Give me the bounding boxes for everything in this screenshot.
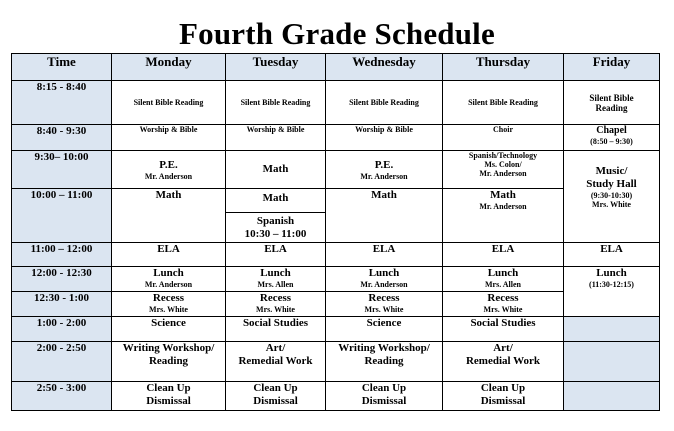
table-row xyxy=(12,292,660,317)
schedule-cell xyxy=(443,342,564,382)
subject-label: Reading xyxy=(595,102,628,113)
subject-label: Dismissal xyxy=(480,395,526,407)
teacher-label: Mrs. White xyxy=(149,305,188,314)
teacher-label: Mrs. White xyxy=(364,305,404,314)
time-cell xyxy=(12,342,112,382)
header-thursday: Thursday xyxy=(443,54,564,81)
time-label: 8:15 - 8:40 xyxy=(36,81,87,93)
subject-label: ELA xyxy=(600,243,623,255)
time-note: (9:30-10:30) xyxy=(590,191,633,200)
subject-label: Social Studies xyxy=(242,317,309,329)
teacher-label: Mr. Anderson xyxy=(479,202,527,211)
subject-label: Lunch xyxy=(260,267,291,279)
schedule-cell xyxy=(112,81,226,125)
schedule-cell xyxy=(443,292,564,317)
subject-label: Dismissal xyxy=(253,395,298,407)
subject-label: Spanish xyxy=(256,215,295,227)
header-row xyxy=(12,54,660,81)
time-label: 2:50 - 3:00 xyxy=(36,382,87,394)
subject-label: Music/ xyxy=(595,165,628,177)
subject-label: Reading xyxy=(364,355,404,367)
time-label: 10:00 – 11:00 xyxy=(30,189,93,201)
table-row xyxy=(12,125,660,151)
teacher-label: Ms. Colon/ xyxy=(484,160,522,169)
subject-label: Math xyxy=(262,192,289,204)
time-label: 11:00 – 12:00 xyxy=(30,243,93,255)
time-cell xyxy=(12,81,112,125)
table-row xyxy=(12,243,660,267)
schedule-cell xyxy=(564,151,660,243)
subject-label: Art/ xyxy=(493,342,513,354)
schedule-cell xyxy=(226,342,326,382)
subject-label: Reading xyxy=(148,355,189,367)
subject-label: Writing Workshop/ xyxy=(338,342,430,354)
time-note: 10:30 – 11:00 xyxy=(244,228,307,240)
schedule-cell xyxy=(112,125,226,151)
schedule-table xyxy=(11,53,660,411)
schedule-cell xyxy=(112,382,226,411)
schedule-cell xyxy=(112,151,226,189)
teacher-label: Mrs. White xyxy=(483,305,523,314)
schedule-cell xyxy=(564,243,660,267)
schedule-cell xyxy=(226,317,326,342)
time-label: 9:30– 10:00 xyxy=(34,151,89,163)
subject-label: Clean Up xyxy=(361,382,407,394)
time-cell xyxy=(12,151,112,189)
subject-label: Silent Bible Reading xyxy=(240,98,311,107)
schedule-cell xyxy=(326,189,443,243)
teacher-label: Mr. Anderson xyxy=(360,171,408,181)
table-row xyxy=(12,81,660,125)
page-title: Fourth Grade Schedule xyxy=(179,16,495,51)
schedule-cell xyxy=(226,125,326,151)
subject-label: Lunch xyxy=(487,267,519,279)
subject-label: Clean Up xyxy=(146,382,191,394)
subject-label: Math xyxy=(155,189,182,201)
schedule-cell xyxy=(226,81,326,125)
header-tuesday: Tuesday xyxy=(226,54,326,81)
time-cell xyxy=(12,317,112,342)
subject-label: Worship & Bible xyxy=(246,125,305,134)
schedule-cell xyxy=(443,81,564,125)
subject-label: Math xyxy=(371,189,397,201)
subject-label: Silent Bible Reading xyxy=(468,98,538,107)
table-row xyxy=(12,342,660,382)
subject-label: Worship & Bible xyxy=(355,125,413,134)
subject-label: Choir xyxy=(493,125,513,134)
empty-cell xyxy=(564,382,660,411)
subject-label: Art/ xyxy=(265,342,286,354)
subject-label: Recess xyxy=(368,292,400,304)
schedule-cell xyxy=(443,382,564,411)
subject-label: Recess xyxy=(259,292,292,304)
subject-label: Dismissal xyxy=(361,395,407,407)
time-cell xyxy=(12,267,112,292)
schedule-cell xyxy=(564,267,660,317)
teacher-label: Mr. Anderson xyxy=(479,169,527,178)
teacher-label: Mr. Anderson xyxy=(360,280,408,289)
empty-cell xyxy=(564,342,660,382)
subject-label: Spanish/Technology xyxy=(468,151,538,160)
schedule-cell xyxy=(443,125,564,151)
schedule-cell xyxy=(326,267,443,292)
subject-label: ELA xyxy=(491,243,515,255)
table-row xyxy=(12,189,660,243)
time-cell xyxy=(12,189,112,243)
schedule-cell xyxy=(443,189,564,243)
subject-label: Chapel xyxy=(596,125,627,136)
schedule-cell xyxy=(564,125,660,151)
subject-label: Remedial Work xyxy=(465,355,541,367)
teacher-label: Mrs. Allen xyxy=(257,280,294,289)
teacher-label: Mrs. White xyxy=(592,200,631,209)
time-cell xyxy=(12,125,112,151)
schedule-cell xyxy=(443,151,564,189)
schedule-cell xyxy=(112,317,226,342)
table-row xyxy=(12,151,660,189)
subject-label: P.E. xyxy=(159,158,178,171)
schedule-cell xyxy=(112,267,226,292)
schedule-cell xyxy=(112,243,226,267)
subject-label: Lunch xyxy=(596,267,627,279)
schedule-cell xyxy=(226,243,326,267)
header-friday: Friday xyxy=(564,54,660,81)
schedule-cell xyxy=(226,189,326,243)
schedule-cell xyxy=(326,151,443,189)
schedule-cell xyxy=(226,292,326,317)
time-cell xyxy=(12,243,112,267)
subject-label: Clean Up xyxy=(253,382,298,394)
schedule-cell xyxy=(326,317,443,342)
schedule-cell xyxy=(112,189,226,243)
header-monday: Monday xyxy=(112,54,226,81)
subject-label: Recess xyxy=(487,292,519,304)
math-block xyxy=(226,189,325,213)
subject-label: Silent Bible Reading xyxy=(349,98,419,107)
subject-label: Science xyxy=(366,317,402,329)
schedule-cell xyxy=(326,382,443,411)
time-cell xyxy=(12,292,112,317)
time-label: 8:40 - 9:30 xyxy=(36,125,87,137)
schedule-cell xyxy=(326,81,443,125)
teacher-label: Mrs. Allen xyxy=(485,280,521,289)
schedule-cell xyxy=(564,81,660,125)
time-label: 1:00 - 2:00 xyxy=(36,317,87,329)
time-label: 2:00 - 2:50 xyxy=(36,342,87,354)
subject-label: Study Hall xyxy=(586,178,637,190)
time-note: (11:30-12:15) xyxy=(589,280,634,289)
schedule-cell xyxy=(226,151,326,189)
schedule-cell xyxy=(226,382,326,411)
subject-label: Silent Bible Reading xyxy=(133,98,204,107)
subject-label: Recess xyxy=(152,292,185,304)
subject-label: Lunch xyxy=(153,267,184,279)
schedule-cell xyxy=(112,292,226,317)
teacher-label: Mrs. White xyxy=(256,305,295,314)
header-wednesday: Wednesday xyxy=(326,54,443,81)
schedule-cell xyxy=(326,125,443,151)
subject-label: ELA xyxy=(157,243,180,255)
subject-label: Lunch xyxy=(368,267,400,279)
table-row xyxy=(12,382,660,411)
subject-label: ELA xyxy=(372,243,396,255)
time-label: 12:30 - 1:00 xyxy=(34,292,89,304)
time-note: (8:50 – 9:30) xyxy=(590,137,633,146)
schedule-cell xyxy=(443,243,564,267)
subject-label: Writing Workshop/ xyxy=(122,342,215,354)
subject-label: Worship & Bible xyxy=(139,125,198,134)
teacher-label: Mr. Anderson xyxy=(144,280,193,289)
subject-label: Math xyxy=(490,189,516,201)
header-time: Time xyxy=(12,54,112,81)
subject-label: Clean Up xyxy=(480,382,526,394)
teacher-label: Mr. Anderson xyxy=(144,171,193,181)
empty-cell xyxy=(564,317,660,342)
schedule-cell xyxy=(326,292,443,317)
subject-label: P.E. xyxy=(374,158,394,171)
subject-label: Remedial Work xyxy=(238,355,313,367)
subject-label: Social Studies xyxy=(470,317,536,329)
schedule-cell xyxy=(326,342,443,382)
subject-label: Silent Bible xyxy=(589,92,634,103)
time-cell xyxy=(12,382,112,411)
table-row xyxy=(12,267,660,292)
schedule-cell xyxy=(112,342,226,382)
schedule-cell xyxy=(326,243,443,267)
schedule-cell xyxy=(443,317,564,342)
subject-label: Science xyxy=(151,317,186,329)
schedule-cell xyxy=(443,267,564,292)
time-label: 12:00 - 12:30 xyxy=(31,267,92,279)
table-row xyxy=(12,317,660,342)
subject-label: ELA xyxy=(264,243,287,255)
subject-label: Dismissal xyxy=(146,395,191,407)
schedule-cell xyxy=(226,267,326,292)
subject-label: Math xyxy=(262,163,289,175)
